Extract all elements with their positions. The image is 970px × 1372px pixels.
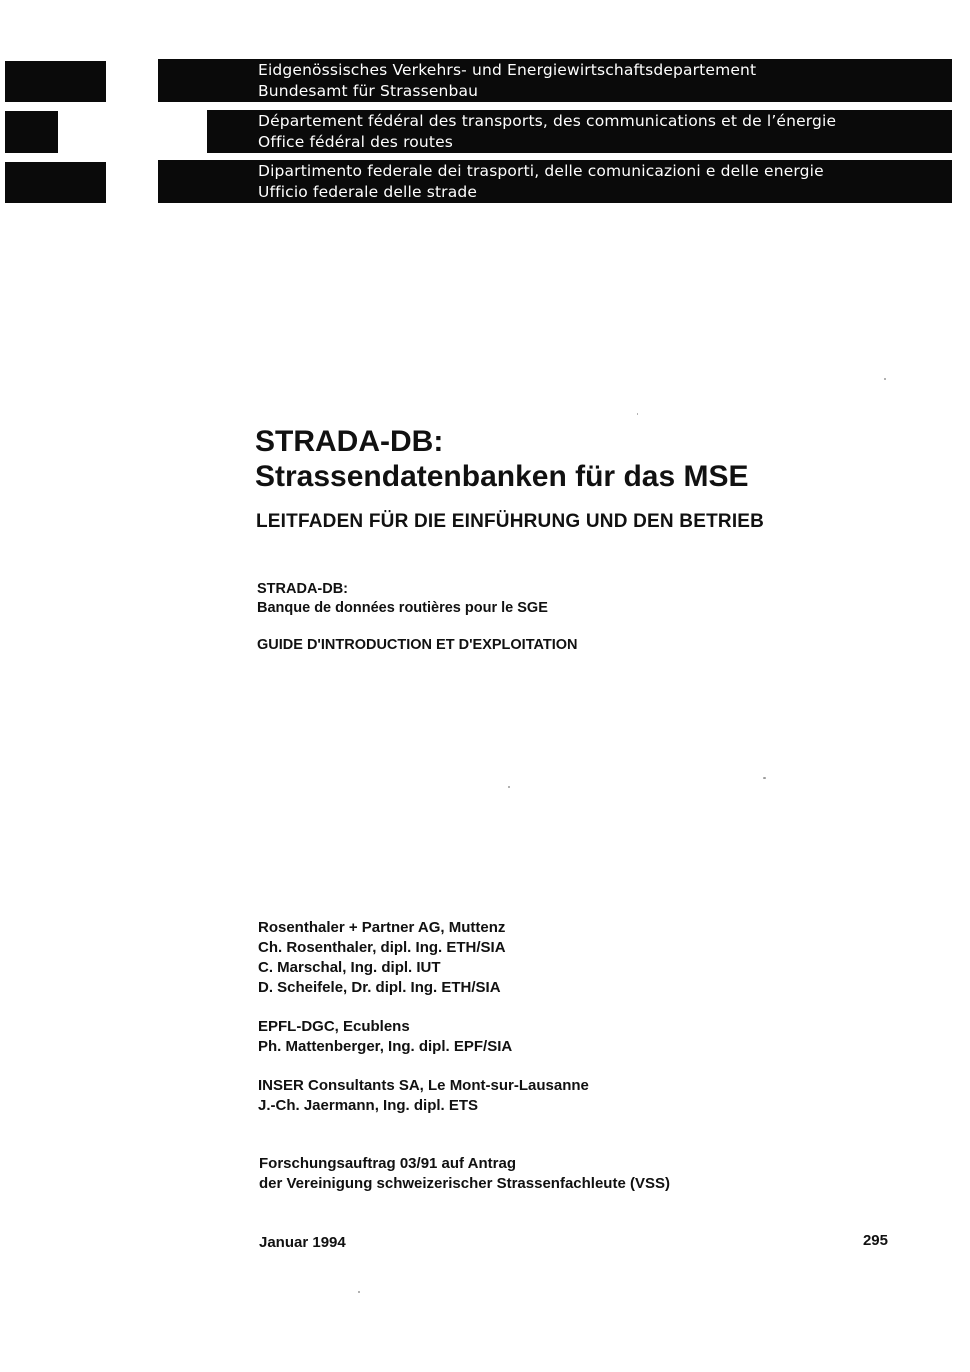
publication-date: Januar 1994 [259, 1234, 346, 1251]
research-line-2: der Vereinigung schweizerischer Strassenfachleute (VSS) [259, 1175, 670, 1192]
header-it-department: Dipartimento federale dei trasporti, delle comunicazioni e delle energie [258, 162, 824, 180]
header-de-office: Bundesamt für Strassenbau [258, 82, 479, 100]
author-person: D. Scheifele, Dr. dipl. Ing. ETH/SIA [258, 979, 501, 996]
header-bar-italian [158, 160, 952, 203]
author-org: INSER Consultants SA, Le Mont-sur-Lausanne [258, 1077, 589, 1094]
research-assignment [259, 1154, 670, 1194]
french-title-line-1: STRADA-DB: [257, 581, 349, 597]
header-bar-german [158, 59, 952, 102]
french-subtitle: GUIDE D'INTRODUCTION ET D'EXPLOITATION [257, 637, 578, 653]
author-org: Rosenthaler + Partner AG, Muttenz [258, 919, 506, 936]
author-group [258, 918, 589, 998]
author-group [258, 1076, 589, 1116]
federal-logo-block-bottom [5, 162, 106, 203]
document-title [255, 424, 748, 494]
header-de-department: Eidgenössisches Verkehrs- und Energiewirtschaftsdepartement [258, 61, 757, 79]
author-person: Ph. Mattenberger, Ing. dipl. EPF/SIA [258, 1038, 513, 1055]
authors-section [258, 918, 589, 1135]
scan-speck [637, 413, 638, 415]
author-person: Ch. Rosenthaler, dipl. Ing. ETH/SIA [258, 939, 506, 956]
author-org: EPFL-DGC, Ecublens [258, 1018, 410, 1035]
author-group [258, 1017, 589, 1057]
header-bar-french [207, 110, 952, 153]
scan-speck [884, 378, 886, 380]
author-person: J.-Ch. Jaermann, Ing. dipl. ETS [258, 1097, 479, 1114]
header-it-office: Ufficio federale delle strade [258, 183, 478, 201]
report-number: 295 [862, 1232, 888, 1249]
research-line-1: Forschungsauftrag 03/91 auf Antrag [259, 1155, 516, 1172]
header-fr-department: Département fédéral des transports, des communications et de l’énergie [258, 112, 837, 130]
title-line-2: Strassendatenbanken für das MSE [255, 460, 749, 493]
author-person: C. Marschal, Ing. dipl. IUT [258, 959, 441, 976]
french-title [257, 580, 548, 618]
document-subtitle: LEITFADEN FÜR DIE EINFÜHRUNG UND DEN BETRIEB [256, 511, 765, 532]
scan-speck [358, 1291, 360, 1293]
french-title-line-2: Banque de données routières pour le SGE [257, 600, 548, 616]
header-fr-office: Office fédéral des routes [258, 133, 454, 151]
scan-speck [763, 777, 766, 779]
federal-logo-block-middle [5, 111, 58, 153]
scan-speck [508, 786, 510, 788]
federal-logo-block-top [5, 61, 106, 102]
title-line-1: STRADA-DB: [255, 425, 444, 458]
